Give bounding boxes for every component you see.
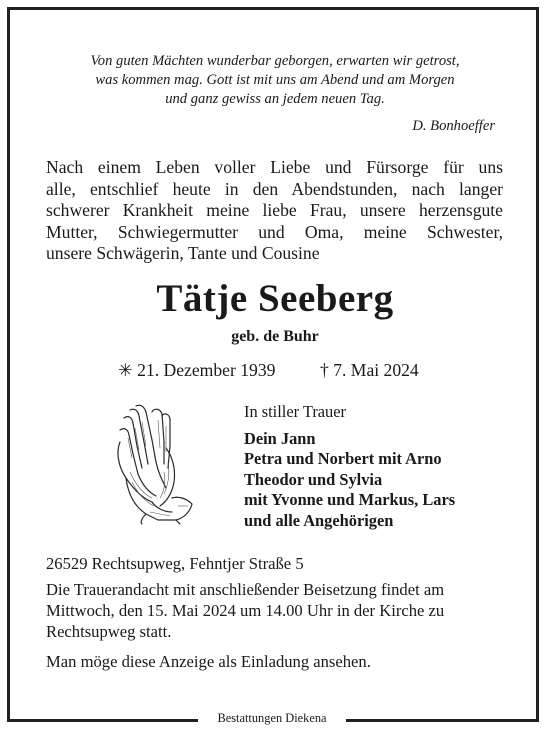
mourner-item: Dein Jann [244, 429, 316, 448]
footer-rule-right [348, 720, 533, 722]
mourner-item: und alle Angehörigen [244, 510, 394, 530]
funeral-home-credit: Bestattungen Diekena [198, 711, 346, 726]
invitation-note: Man möge diese Anzeige als Einladung ansehen. [46, 652, 371, 671]
death-date [320, 360, 419, 381]
bonhoeffer-quote [40, 52, 510, 109]
intro-line: Mutter, Schwiegermutter und Oma, meine Schwester, [46, 221, 503, 242]
death-date-text: 7. Mai 2024 [333, 360, 419, 380]
service-info [46, 580, 511, 642]
mourner-item: Theodor und Sylvia [244, 469, 383, 489]
quote-line: und ganz gewiss an jedem neuen Tag. [165, 91, 385, 107]
birth-star-icon: ✳ [118, 360, 133, 380]
birth-date-text: 21. Dezember 1939 [137, 360, 276, 380]
address: 26529 Rechtsupweg, Fehntjer Straße 5 [46, 554, 304, 573]
mourner-item: Petra und Norbert mit Arno [244, 449, 442, 469]
footer-rule-left [20, 720, 196, 722]
intro-line: unsere Schwägerin, Tante und Cousine [46, 243, 320, 264]
praying-hands-icon [106, 402, 202, 526]
mourner-item: mit Yvonne und Markus, Lars [244, 490, 456, 510]
intro-line: alle, entschlief heute in den Abendstunden, nach langer [46, 178, 503, 199]
deceased-name: Tätje Seeberg [156, 277, 394, 320]
service-line: Rechtsupweg statt. [46, 621, 172, 641]
mourning-heading: In stiller Trauer [244, 402, 346, 421]
death-cross-icon: † [320, 360, 329, 380]
birth-date [118, 360, 275, 381]
life-dates [0, 360, 550, 384]
intro-line: schwerer Krankheit meine liebe Frau, unsere herzensgute [46, 200, 503, 221]
quote-line: Von guten Mächten wunderbar geborgen, erwarten wir getrost, [90, 53, 460, 69]
mourners-list [244, 429, 455, 531]
intro-text [46, 157, 503, 265]
quote-line: was kommen mag. Gott ist mit uns am Abend und am Morgen [95, 72, 455, 88]
intro-line: Nach einem Leben voller Liebe und Fürsorge für uns [46, 157, 503, 177]
maiden-name: geb. de Buhr [231, 328, 319, 345]
quote-author: D. Bonhoeffer [412, 118, 495, 134]
service-line: Mittwoch, den 15. Mai 2024 um 14.00 Uhr in der Kirche zu [46, 600, 445, 620]
service-line: Die Trauerandacht mit anschließender Beisetzung findet am [46, 580, 445, 599]
